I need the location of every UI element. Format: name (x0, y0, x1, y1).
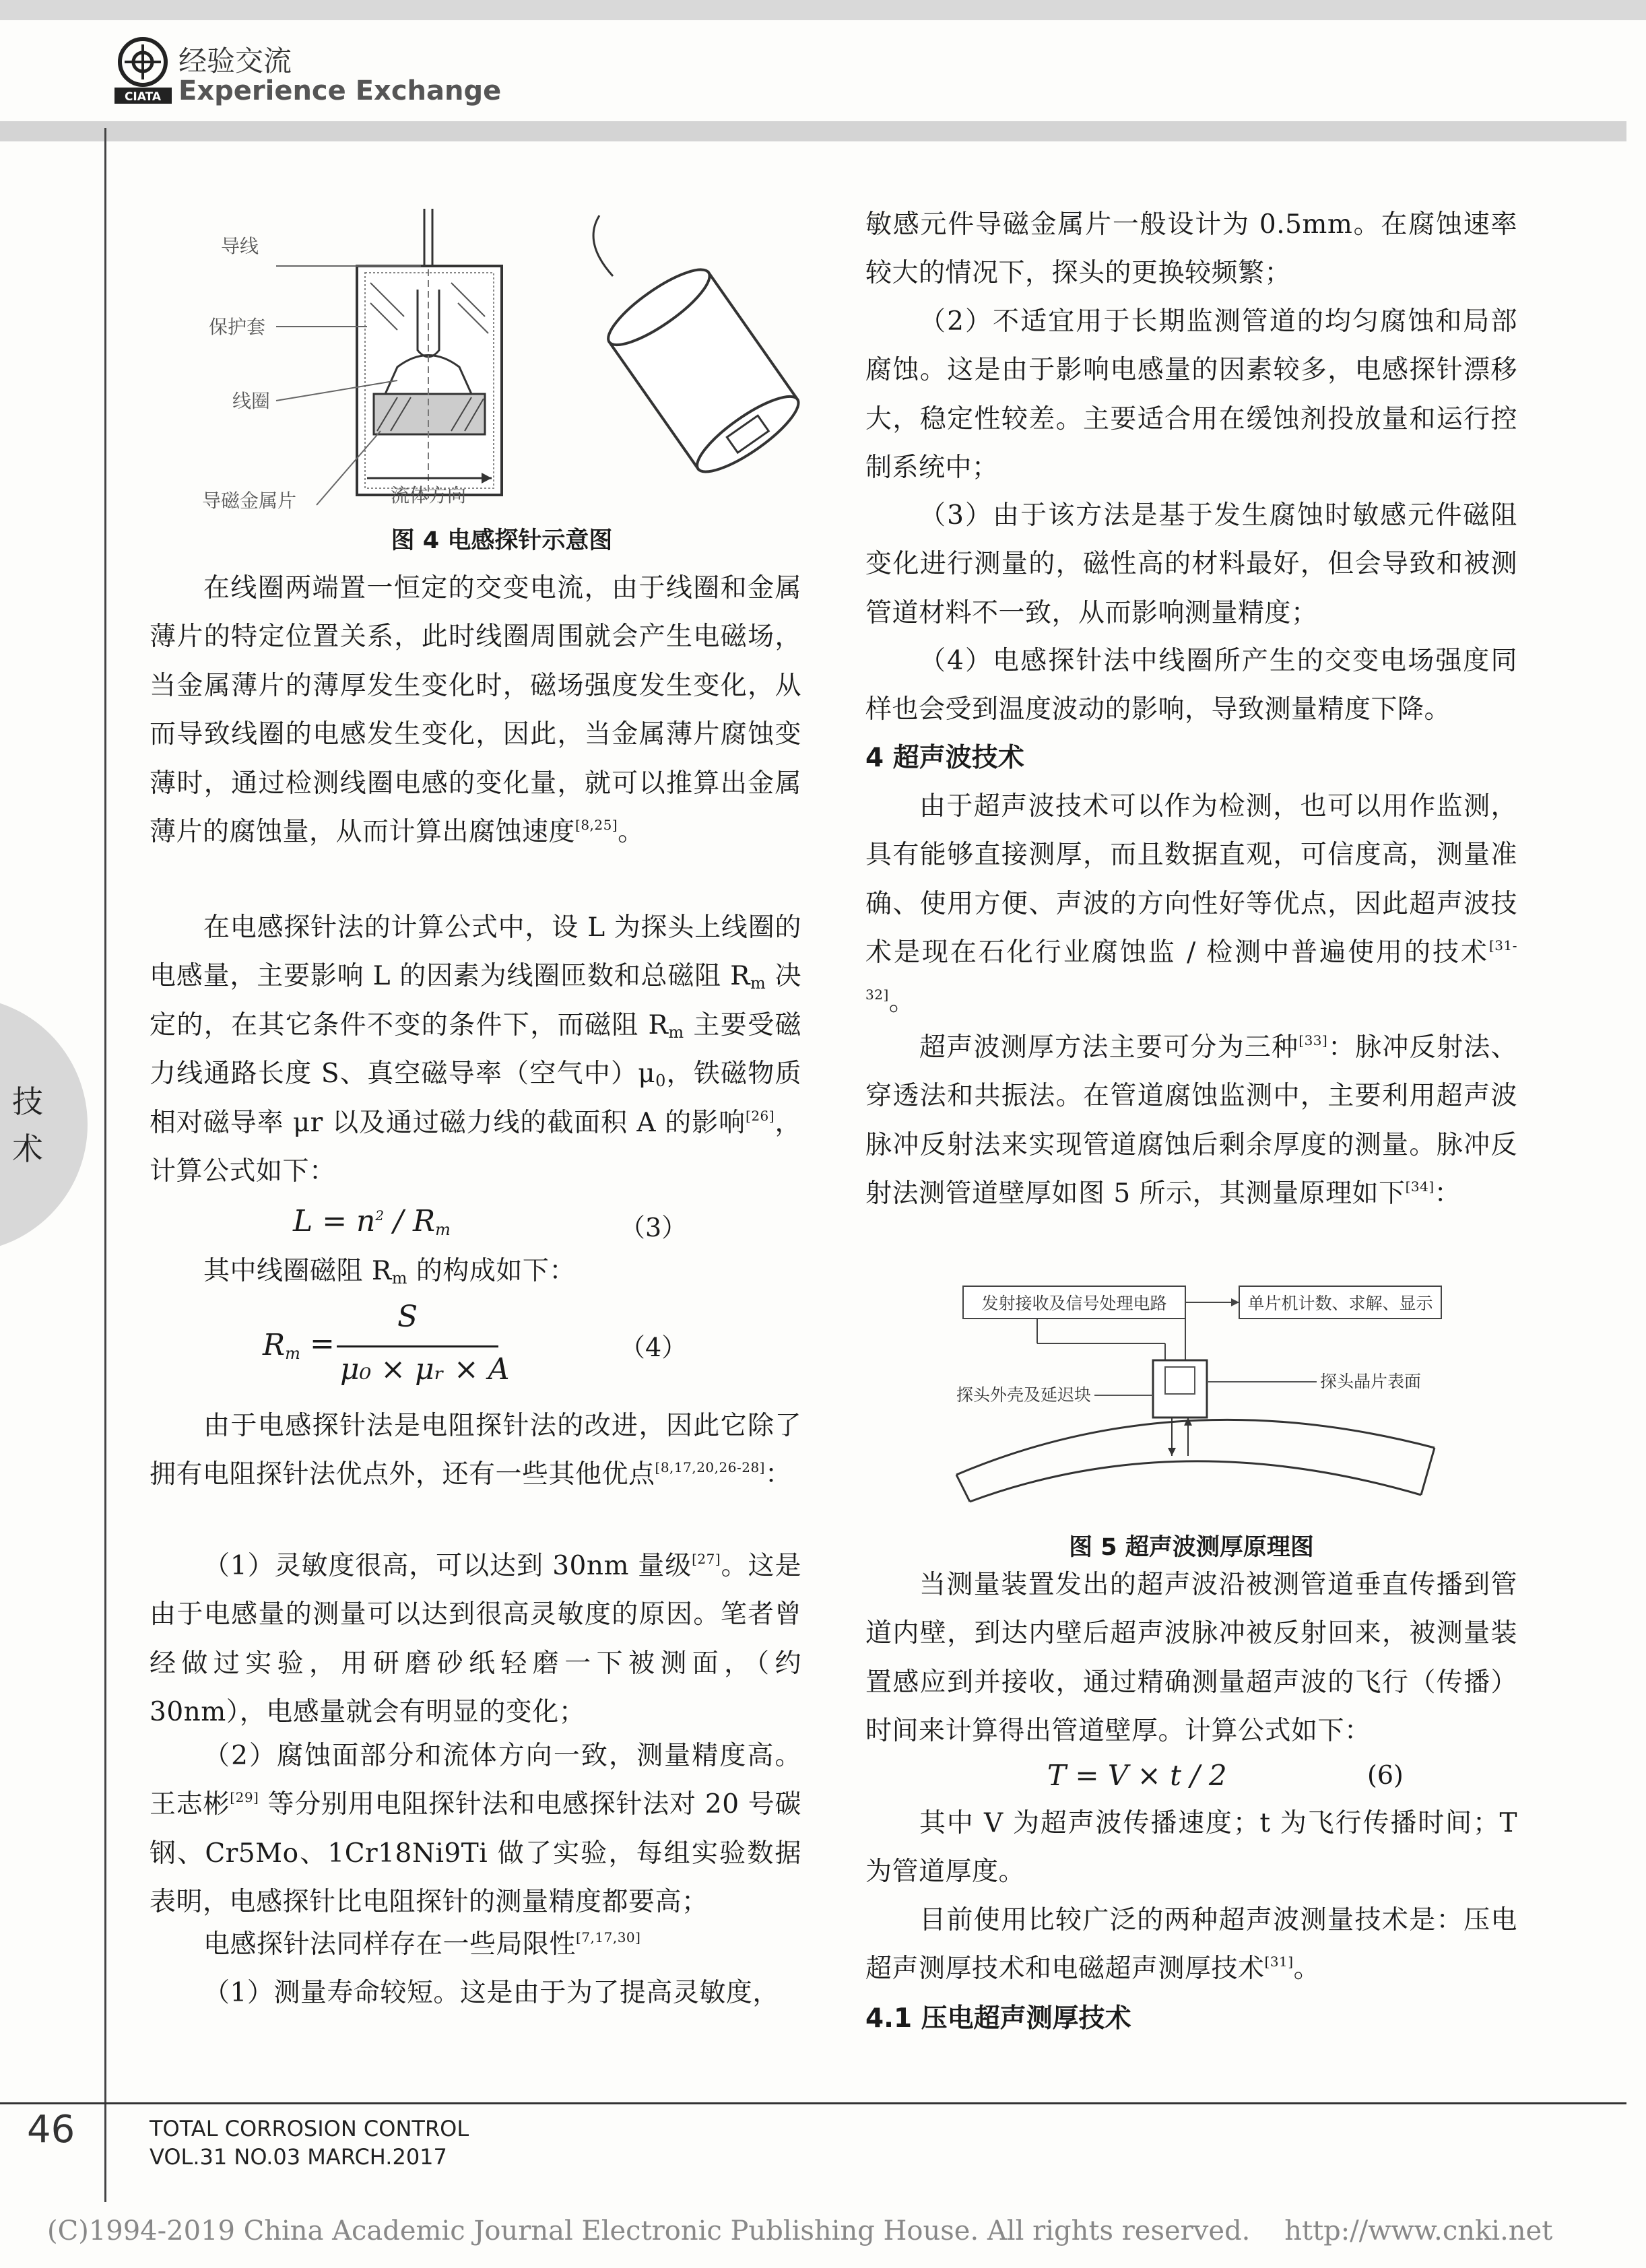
figure-4 (195, 202, 808, 525)
figure-5 (943, 1279, 1455, 1508)
equation-3-number: （3） (620, 1213, 688, 1242)
right-paragraph-2: （2）不适宜用于长期监测管道的均匀腐蚀和局部腐蚀。这是由于影响电感量的因素较多，电感探针漂移大，稳定性较差。主要适合用在缓蚀剂投放量和运行控制系统中； (865, 306, 1517, 483)
right-paragraph-1: 敏感元件导磁金属片一般设计为 0.5mm。在腐蚀速率较大的情况下，探头的更换较频繁； (865, 209, 1517, 289)
right-paragraph-6: 超声波测厚方法主要可分为三种[33]：脉冲反射法、穿透法和共振法。在管道腐蚀监测中，主要利用超声波脉冲反射法来实现管道腐蚀后剩余厚度的测量。脉冲反射法测管道壁厚如图 5 所示，其测量原理如下[34]： (865, 1032, 1517, 1209)
fig5-box-mcu-label: 单片机计数、求解、显示 (1247, 1294, 1433, 1313)
side-tab (0, 997, 88, 1253)
side-tab-char-2: 术 (12, 1131, 43, 1167)
heading-4-1: 4.1 压电超声测厚技术 (865, 2003, 1131, 2034)
section-title-cn: 经验交流 (178, 44, 292, 77)
logo-text: CIATA (124, 90, 162, 104)
right-paragraph-5: 由于超声波技术可以作为检测，也可以用作监测，具有能够直接测厚，而且数据直观，可信度高，测量准确、使用方便、声波的方向性好等优点，因此超声波技术是现在石化行业腐蚀监 / 检测中普遍使用的技术[31-32]。 (865, 791, 1517, 1017)
copyright-line: (C)1994-2019 China Academic Journal Electronic Publishing House. All rights reserved. http://www.cnki.net (47, 2215, 1553, 2246)
equation-4-number: （4） (620, 1333, 688, 1362)
fig5-label-crystal: 探头晶片表面 (1320, 1372, 1422, 1391)
equation-3: $L = n^2 / R_m$ (293, 1204, 451, 1239)
left-paragraph-2: 在电感探针法的计算公式中，设 L 为探头上线圈的电感量，主要影响 L 的因素为线圈匝数和总磁阻 $R_m$ 决定的，在其它条件不变的条件下，而磁阻 $R_m$ 主要受磁力线通路长度 S、真空磁导率（空气中）$\mu_0$，铁磁物质相对磁导率 μr 以及通过磁力线的截面积 A 的影响[26]，计算公式如下： (150, 912, 801, 1187)
footer-rule (0, 2102, 1626, 2104)
right-paragraph-3: （3）由于该方法是基于发生腐蚀时敏感元件磁阻变化进行测量的，磁性高的材料最好，但会导致和被测管道材料不一致，从而影响测量精度； (865, 500, 1517, 628)
right-paragraph-9: 目前使用比较广泛的两种超声波测量技术是：压电超声测厚技术和电磁超声测厚技术[31]。 (865, 1905, 1517, 1984)
left-paragraph-4: 由于电感探针法是电阻探针法的改进，因此它除了拥有电阻探针法优点外，还有一些其他优点[8,17,20,26-28]： (150, 1411, 801, 1490)
page-number: 46 (27, 2108, 75, 2152)
fig4-label-wire: 导线 (221, 235, 259, 257)
right-paragraph-8: 其中 V 为超声波传播速度；t 为飞行传播时间；T 为管道厚度。 (865, 1808, 1517, 1888)
left-paragraph-1: 在线圈两端置一恒定的交变电流，由于线圈和金属薄片的特定位置关系，此时线圈周围就会产生电磁场，当金属薄片的薄厚发生变化时，磁场强度发生变化，从而导致线圈的电感发生变化，因此，当金属薄片腐蚀变薄时，通过检测线圈电感的变化量，就可以推算出金属薄片的腐蚀量，从而计算出腐蚀速度[8,25]。 (150, 573, 801, 848)
fig5-label-housing: 探头外壳及延迟块 (956, 1385, 1092, 1405)
fig4-label-flow: 流体方向 (391, 484, 467, 506)
equation-4: $R_m$ = S μ₀ × μᵣ × A (263, 1300, 510, 1387)
left-paragraph-6: （2）腐蚀面部分和流体方向一致，测量精度高。王志彬[29] 等分别用电阻探针法和电感探针法对 20 号碳钢、Cr5Mo、1Cr18Ni9Ti 做了实验，每组实验数据表明，电感探针比电阻探针的测量精度都要高； (150, 1741, 801, 1918)
equation-6-number: (6) (1367, 1760, 1404, 1790)
left-paragraph-5: （1）灵敏度很高，可以达到 30nm 量级[27]。这是由于电感量的测量可以达到很高灵敏度的原因。笔者曾经做过实验，用研磨砂纸轻磨一下被测面，（约 30nm），电感量就会有明显的变化； (150, 1551, 801, 1728)
header-rule (0, 121, 1626, 141)
fig4-label-coil: 线圈 (232, 390, 271, 412)
right-paragraph-7: 当测量装置发出的超声波沿被测管道垂直传播到管道内壁，到达内壁后超声波脉冲被反射回来，被测量装置感应到并接收，通过精确测量超声波的飞行（传播）时间来计算得出管道壁厚。计算公式如下： (865, 1570, 1517, 1747)
section-title-en: Experience Exchange (178, 75, 502, 106)
right-paragraph-4: （4）电感探针法中线圈所产生的交变电场强度同样也会受到温度波动的影响，导致测量精度下降。 (865, 646, 1517, 725)
fig4-label-sheet: 导磁金属片 (202, 490, 297, 512)
header-top-band (0, 0, 1646, 20)
fig5-box-circuit-label: 发射接收及信号处理电路 (981, 1294, 1167, 1313)
page-header (0, 0, 1646, 141)
equation-6: T = V × t / 2 (1047, 1759, 1227, 1792)
footer-issue: VOL.31 NO.03 MARCH.2017 (150, 2144, 447, 2170)
left-paragraph-7: 电感探针法同样存在一些局限性[7,17,30] (203, 1929, 641, 1960)
figure-4-caption: 图 4 电感探针示意图 (391, 527, 613, 554)
figure-5-caption: 图 5 超声波测厚原理图 (1069, 1534, 1314, 1561)
journal-logo (111, 35, 175, 106)
heading-4: 4 超声波技术 (865, 743, 1024, 773)
left-margin-rule (104, 128, 106, 2202)
side-tab-char-1: 技 (12, 1083, 43, 1120)
left-paragraph-8: （1）测量寿命较短。这是由于为了提高灵敏度， (203, 1978, 779, 2008)
fig4-label-sheath: 保护套 (209, 316, 266, 338)
footer-journal: TOTAL CORROSION CONTROL (150, 2116, 469, 2141)
left-paragraph-3: 其中线圈磁阻 $R_m$ 的构成如下： (203, 1256, 576, 1288)
